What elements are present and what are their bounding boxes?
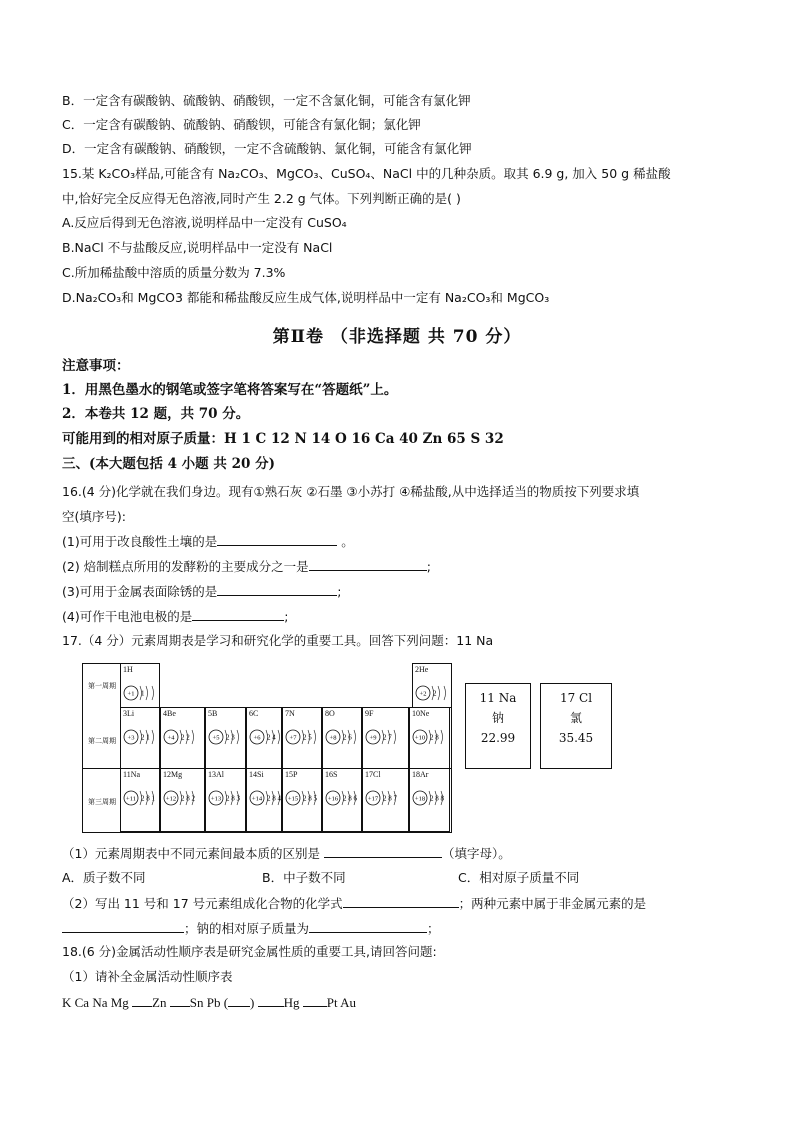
element-cell	[322, 768, 362, 832]
electron-shell-arc	[152, 686, 154, 700]
electron-counts: 2 1	[141, 733, 150, 742]
electron-counts: 2 8 7	[383, 794, 397, 803]
element-cell	[160, 768, 205, 832]
nucleus-charge: +2	[419, 690, 427, 698]
series-part-b: Zn	[152, 995, 167, 1010]
answer-blank[interactable]	[192, 607, 284, 621]
element-cell	[409, 707, 450, 769]
nucleus-charge: +17	[367, 795, 379, 803]
nucleus-charge: +6	[253, 734, 261, 742]
answer-blank[interactable]	[309, 919, 427, 933]
series-part-f: Pt Au	[326, 995, 357, 1010]
q16-sub-3-text: (3)可用于金属表面除锈的是	[62, 584, 218, 599]
element-symbol: 1H	[123, 665, 133, 674]
electron-counts: 2 4	[267, 733, 276, 742]
element-cell	[246, 707, 282, 769]
nucleus-charge: +5	[212, 734, 220, 742]
electron-counts: 2 8 4	[267, 794, 281, 803]
element-cell	[120, 707, 160, 769]
electron-shell-arc	[354, 730, 356, 744]
nucleus-charge: +15	[287, 795, 299, 803]
element-cell	[205, 768, 246, 832]
q16-sub-4	[62, 607, 288, 626]
atom-structure-diagram	[285, 787, 319, 807]
answer-blank[interactable]	[324, 844, 442, 858]
card-atomic-mass: 35.45	[558, 731, 594, 745]
nucleus-charge: +18	[414, 795, 426, 803]
atom-structure-diagram	[123, 787, 157, 807]
period-label: 第一周期	[88, 682, 116, 690]
electron-counts: 2 8 5	[303, 794, 317, 803]
q15-option-d: D.Na₂CO₃和 MgCO3 都能和稀盐酸反应生成气体,说明样品中一定有 Na₂CO₃和 MgCO₃	[62, 290, 550, 305]
element-cell	[205, 707, 246, 769]
atom-structure-diagram	[412, 787, 446, 807]
element-cell	[322, 707, 362, 769]
q16-stem-line2: 空(填序号):	[62, 509, 126, 524]
element-cell	[160, 707, 205, 769]
answer-blank[interactable]	[309, 557, 427, 571]
q17-sub-2-line2	[62, 919, 440, 938]
q15-option-c: C.所加稀盐酸中溶质的质量分数为 7.3%	[62, 265, 286, 280]
electron-counts: 2 3	[226, 733, 235, 742]
q16-sub-1-text: (1)可用于改良酸性土壤的是	[62, 534, 218, 549]
atom-structure-diagram	[163, 787, 197, 807]
q17-sub-2-text: （2）写出 11 号和 17 号元素组成化合物的化学式	[62, 896, 343, 911]
electron-counts: 2	[433, 689, 437, 698]
q17-sub-2-line2-text: ；钠的相对原子质量为	[184, 921, 310, 936]
answer-blank[interactable]	[217, 532, 337, 546]
atom-structure-diagram	[365, 787, 399, 807]
series-part-c: Sn Pb (	[189, 995, 229, 1010]
q17-sub-1-end: （填字母）。	[441, 846, 511, 861]
electron-counts: 1	[141, 689, 145, 698]
q18-sub-1: （1）请补全金属活动性顺序表	[62, 969, 233, 984]
electron-shell-arc	[444, 686, 446, 700]
answer-blank[interactable]	[62, 919, 184, 933]
atom-structure-diagram	[285, 726, 319, 746]
atom-structure-diagram	[325, 787, 359, 807]
atom-structure-diagram	[208, 787, 242, 807]
nucleus-charge: +10	[414, 734, 426, 742]
element-symbol: 11Na	[123, 770, 141, 779]
q17-sub-2-mid: ；两种元素中属于非金属元素的是	[458, 896, 647, 911]
answer-blank[interactable]	[217, 582, 337, 596]
q16-stem-line1: 16.(4 分)化学就在我们身边。现有①熟石灰 ②石墨 ③小苏打 ④稀盐酸,从中选择适当的物质按下列要求填	[62, 484, 640, 499]
card-chinese-name: 氯	[569, 711, 582, 725]
electron-counts: 2 8 6	[343, 794, 357, 803]
electron-counts: 2 8 8	[430, 794, 444, 803]
nucleus-charge: +12	[165, 795, 177, 803]
card-chinese-name: 钠	[491, 711, 504, 725]
period-label: 第二周期	[88, 737, 116, 745]
element-symbol: 15P	[285, 770, 298, 779]
answer-blank[interactable]	[258, 993, 284, 1007]
part3-heading: 三、(本大题包括 4 小题 共 20 分)	[62, 456, 275, 472]
electron-shell-arc	[278, 730, 280, 744]
atomic-masses: 可能用到的相对原子质量：H 1 C 12 N 14 O 16 Ca 40 Zn 65 S 32	[62, 431, 504, 447]
notes-item-2: 2．本卷共 12 题，共 70 分。	[62, 406, 250, 422]
nucleus-charge: +9	[369, 734, 377, 742]
answer-blank[interactable]	[303, 993, 327, 1007]
q16-sub-4-end: ;	[284, 609, 289, 624]
element-cell	[120, 663, 160, 708]
q16-sub-2-text: (2) 焙制糕点所用的发酵粉的主要成分之一是	[62, 559, 309, 574]
atom-structure-diagram	[365, 726, 399, 746]
element-cell	[282, 768, 322, 832]
element-symbol: 8O	[325, 709, 335, 718]
atom-structure-diagram	[163, 726, 197, 746]
q17-option-b: B．中子数不同	[262, 870, 346, 885]
q18-stem: 18.(6 分)金属活动性顺序表是研究金属性质的重要工具,请回答问题:	[62, 944, 437, 959]
q16-sub-3-end: ;	[337, 584, 342, 599]
q15-stem-line1: 15.某 K₂CO₃样品,可能含有 Na₂CO₃、MgCO₃、CuSO₄、NaCl 中的几种杂质。取其 6.9 g, 加入 50 g 稀盐酸	[62, 166, 671, 181]
electron-counts: 2 2	[181, 733, 190, 742]
element-symbol: 10Ne	[412, 709, 430, 718]
activity-series	[62, 993, 356, 1012]
q15-stem-line2: 中,恰好完全反应得无色溶液,同时产生 2.2 g 气体。下列判断正确的是( )	[62, 191, 461, 206]
element-cell	[409, 768, 450, 832]
electron-shell-arc	[146, 686, 148, 700]
nucleus-charge: +3	[127, 734, 135, 742]
q16-sub-3	[62, 582, 341, 601]
atom-structure-diagram	[325, 726, 359, 746]
q15-option-a: A.反应后得到无色溶液,说明样品中一定没有 CuSO₄	[62, 215, 347, 230]
electron-counts: 2 8 3	[226, 794, 240, 803]
q16-sub-1	[62, 532, 354, 551]
element-symbol: 14Si	[249, 770, 264, 779]
element-cell	[246, 768, 282, 832]
atom-structure-diagram	[415, 682, 449, 702]
nucleus-charge: +4	[167, 734, 175, 742]
element-symbol: 13Al	[208, 770, 224, 779]
element-symbol: 12Mg	[163, 770, 183, 779]
q14-option-c: C．一定含有碳酸钠、硫酸钠、硝酸钡，可能含有氯化铜；氯化钾	[62, 117, 421, 132]
atom-structure-diagram	[412, 726, 446, 746]
q17-option-a: A．质子数不同	[62, 870, 146, 885]
atom-structure-diagram	[208, 726, 242, 746]
answer-blank[interactable]	[228, 993, 250, 1007]
element-symbol: 3Li	[123, 709, 135, 718]
element-cell	[282, 707, 322, 769]
section-title: 第Ⅱ卷 （非选择题 共 70 分）	[272, 327, 522, 347]
q17-sub-2	[62, 894, 646, 913]
nucleus-charge: +11	[126, 795, 136, 803]
electron-shell-arc	[394, 730, 396, 744]
electron-shell-arc	[237, 730, 239, 744]
nucleus-charge: +1	[127, 690, 135, 698]
atom-structure-diagram	[249, 726, 283, 746]
element-symbol: 18Ar	[412, 770, 429, 779]
q14-option-d: D．一定含有碳酸钠、硝酸钡，一定不含硫酸钠、氯化铜，可能含有氯化钾	[62, 141, 472, 156]
q16-sub-2	[62, 557, 431, 576]
element-symbol: 5B	[208, 709, 218, 718]
element-symbol: 2He	[415, 665, 429, 674]
electron-counts: 2 7	[383, 733, 392, 742]
q17-option-c: C．相对原子质量不同	[458, 870, 580, 885]
atom-structure-diagram	[123, 682, 157, 702]
card-number-symbol: 17 Cl	[559, 691, 593, 705]
series-part-d: )	[250, 995, 255, 1010]
answer-blank[interactable]	[132, 993, 152, 1007]
q16-sub-4-text: (4)可作干电池电极的是	[62, 609, 193, 624]
q17-sub-2-line2-tail: ；	[427, 921, 440, 936]
electron-shell-arc	[438, 686, 440, 700]
notes-item-1: 1．用黑色墨水的钢笔或签字笔将答案写在“答题纸”上。	[62, 382, 398, 398]
card-atomic-mass: 22.99	[480, 731, 516, 745]
nucleus-charge: +14	[251, 795, 263, 803]
element-cell	[120, 768, 160, 832]
electron-counts: 2 6	[343, 733, 352, 742]
element-symbol: 4Be	[163, 709, 176, 718]
card-number-symbol: 11 Na	[479, 691, 517, 705]
electron-shell-arc	[314, 730, 316, 744]
nucleus-charge: +7	[289, 734, 297, 742]
electron-counts: 2 8	[430, 733, 439, 742]
element-cell	[412, 663, 452, 708]
element-symbol: 16S	[325, 770, 338, 779]
electron-counts: 2 5	[303, 733, 312, 742]
element-symbol: 9F	[365, 709, 374, 718]
electron-shell-arc	[441, 730, 443, 744]
series-part-e: Hg	[283, 995, 300, 1010]
element-symbol: 17Cl	[365, 770, 381, 779]
q17-sub-1	[62, 844, 511, 863]
nucleus-charge: +8	[329, 734, 337, 742]
notes-heading: 注意事项：	[62, 358, 130, 374]
electron-shell-arc	[192, 730, 194, 744]
answer-blank[interactable]	[170, 993, 190, 1007]
element-cell	[362, 768, 409, 832]
series-part-a: K Ca Na Mg	[62, 995, 129, 1010]
electron-shell-arc	[152, 730, 154, 744]
atom-structure-diagram	[249, 787, 283, 807]
answer-blank[interactable]	[343, 894, 459, 908]
electron-counts: 2 8 2	[181, 794, 195, 803]
element-card-na	[465, 683, 531, 769]
q17-sub-1-text: （1）元素周期表中不同元素间最本质的区别是	[62, 846, 320, 861]
atom-structure-diagram	[123, 726, 157, 746]
periodic-table-figure	[82, 663, 452, 833]
q16-sub-1-end: 。	[337, 534, 354, 549]
q16-sub-2-end: ;	[426, 559, 431, 574]
nucleus-charge: +16	[327, 795, 339, 803]
element-symbol: 6C	[249, 709, 259, 718]
element-cell	[362, 707, 409, 769]
electron-counts: 2 8 1	[141, 794, 155, 803]
period-label: 第三周期	[88, 798, 116, 806]
q15-option-b: B.NaCl 不与盐酸反应,说明样品中一定没有 NaCl	[62, 240, 333, 255]
q17-stem: 17.（4 分）元素周期表是学习和研究化学的重要工具。回答下列问题：11 Na	[62, 633, 494, 648]
element-card-cl	[540, 683, 612, 769]
element-symbol: 7N	[285, 709, 295, 718]
q14-option-b: B．一定含有碳酸钠、硫酸钠、硝酸钡，一定不含氯化铜，可能含有氯化钾	[62, 93, 471, 108]
nucleus-charge: +13	[210, 795, 222, 803]
q17-options	[62, 869, 580, 887]
